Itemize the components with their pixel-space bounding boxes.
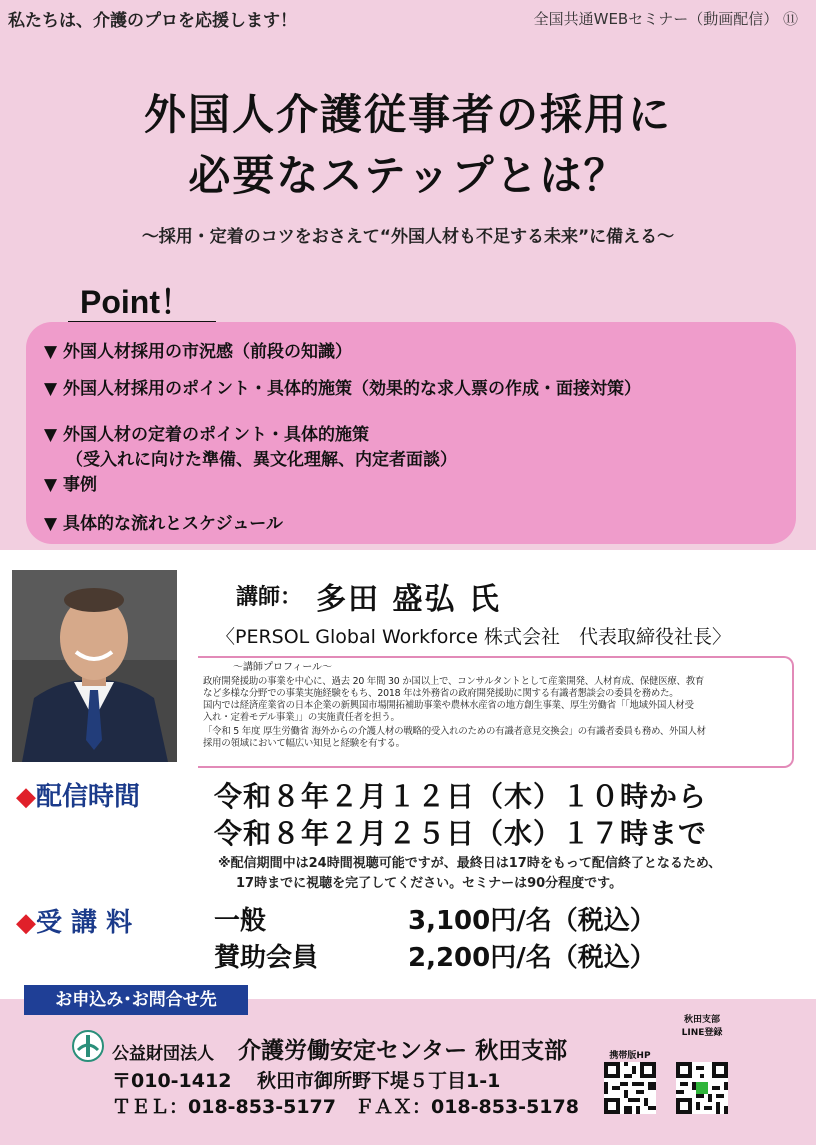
fee-general-label: 一般	[214, 906, 267, 936]
fee-label-text: 受 講 料	[36, 908, 133, 938]
profile-line: 入れ・定着モデル事業」」の実施責任者を担う。	[203, 712, 400, 723]
point-item: ▼ 外国人材採用のポイント・具体的施策（効果的な求人票の作成・面接対策）	[44, 379, 641, 399]
org-type: 公益財団法人	[112, 1044, 214, 1064]
profile-line: 政府開発援助の事業を中心に、過去 20 年間 30 か国以上で、コンサルタントとして産業開発、人材育成、保健医療、教育	[203, 676, 705, 687]
qr-line-label-1: 秋田支部	[683, 1015, 720, 1025]
qr-code-icon[interactable]	[676, 1062, 728, 1114]
page-title-line2: 必要なステップとは？	[188, 151, 628, 200]
qr-mobile-label: 携帯版HP	[609, 1051, 651, 1061]
point-item: ▼ 外国人材採用の市況感（前段の知識）	[44, 342, 352, 362]
fee-label	[16, 902, 132, 939]
page-subtitle: ～採用・定着のコツをおさえて“外国人材も不足する未来”に備える～	[141, 227, 675, 247]
lecturer-photo	[12, 570, 177, 762]
profile-line: 「令和 5 年度 厚生労働省 海外からの介護人材の戦略的受入れのための有識者意見交換会」の有識者委員も務め、外国人材	[203, 726, 706, 737]
fee-general-price: 3,100円/名（税込）	[408, 906, 656, 936]
org-address: 〒010-1412 秋田市御所野下堤５丁目1-1	[112, 1070, 501, 1092]
page-title-line1: 外国人介護従事者の採用に	[143, 90, 672, 139]
point-item: ▼ 事例	[44, 475, 97, 495]
org-phone-fax: ＴＥＬ：018-853-5177 ＦＡＸ：018-853-5178	[112, 1096, 579, 1118]
lecturer-label: 講師：	[236, 585, 303, 610]
tagline: 私たちは、介護のプロを応援します！	[8, 11, 297, 31]
schedule-note-1: ※配信期間中は24時間視聴可能ですが、最終日は17時をもって配信終了となるため、	[218, 856, 722, 871]
qr-line-label	[672, 1012, 732, 1038]
qr-line-label-2: LINE登録	[681, 1028, 723, 1038]
point-item: ▼ 外国人材の定着のポイント・具体的施策	[44, 425, 369, 445]
point-heading: Point！	[68, 283, 216, 324]
contact-tab: お申込み･お問合せ先	[24, 985, 248, 1015]
diamond-icon: ◆	[16, 908, 36, 938]
series-label: 全国共通WEBセミナー（動画配信） ⑪	[533, 10, 798, 28]
lecturer-company: 〈PERSOL Global Workforce 株式会社 代表取締役社長〉	[216, 626, 731, 648]
schedule-label	[16, 776, 140, 813]
org-name: 介護労働安定センター 秋田支部	[238, 1038, 568, 1064]
profile-line: 国内では経済産業省の日本企業の新興国市場開拓補助事業や農林水産省の地方創生事業、厚生労働省「「地域外国人材受	[203, 700, 694, 711]
point-subitem: （受入れに向けた準備、異文化理解、内定者面談）	[66, 450, 457, 470]
qr-code-icon[interactable]	[604, 1062, 656, 1114]
schedule-note-2: 17時までに視聴を完了してください。セミナーは90分程度です。	[236, 876, 623, 891]
schedule-label-text: 配信時間	[36, 782, 141, 812]
profile-line: 採用の領域において幅広い知見と経験を有する。	[203, 738, 405, 749]
schedule-end: 令和８年２月２５日（水）１７時まで	[214, 817, 708, 850]
diamond-icon: ◆	[16, 782, 36, 812]
schedule-start: 令和８年２月１２日（木）１０時から	[214, 780, 708, 813]
lecturer-name: 多田 盛弘 氏	[316, 582, 501, 617]
point-item: ▼ 具体的な流れとスケジュール	[44, 514, 283, 534]
fee-member-price: 2,200円/名（税込）	[408, 943, 656, 973]
profile-line: など多様な分野での事業実施経験をもち、2018 年は外務省の政府開発援助に関する有識者懇談会の委員を務めた。	[203, 688, 679, 699]
fee-member-label: 賛助会員	[214, 943, 319, 973]
profile-title: ～講師プロフィール～	[233, 662, 332, 673]
organization-logo	[72, 1030, 104, 1062]
